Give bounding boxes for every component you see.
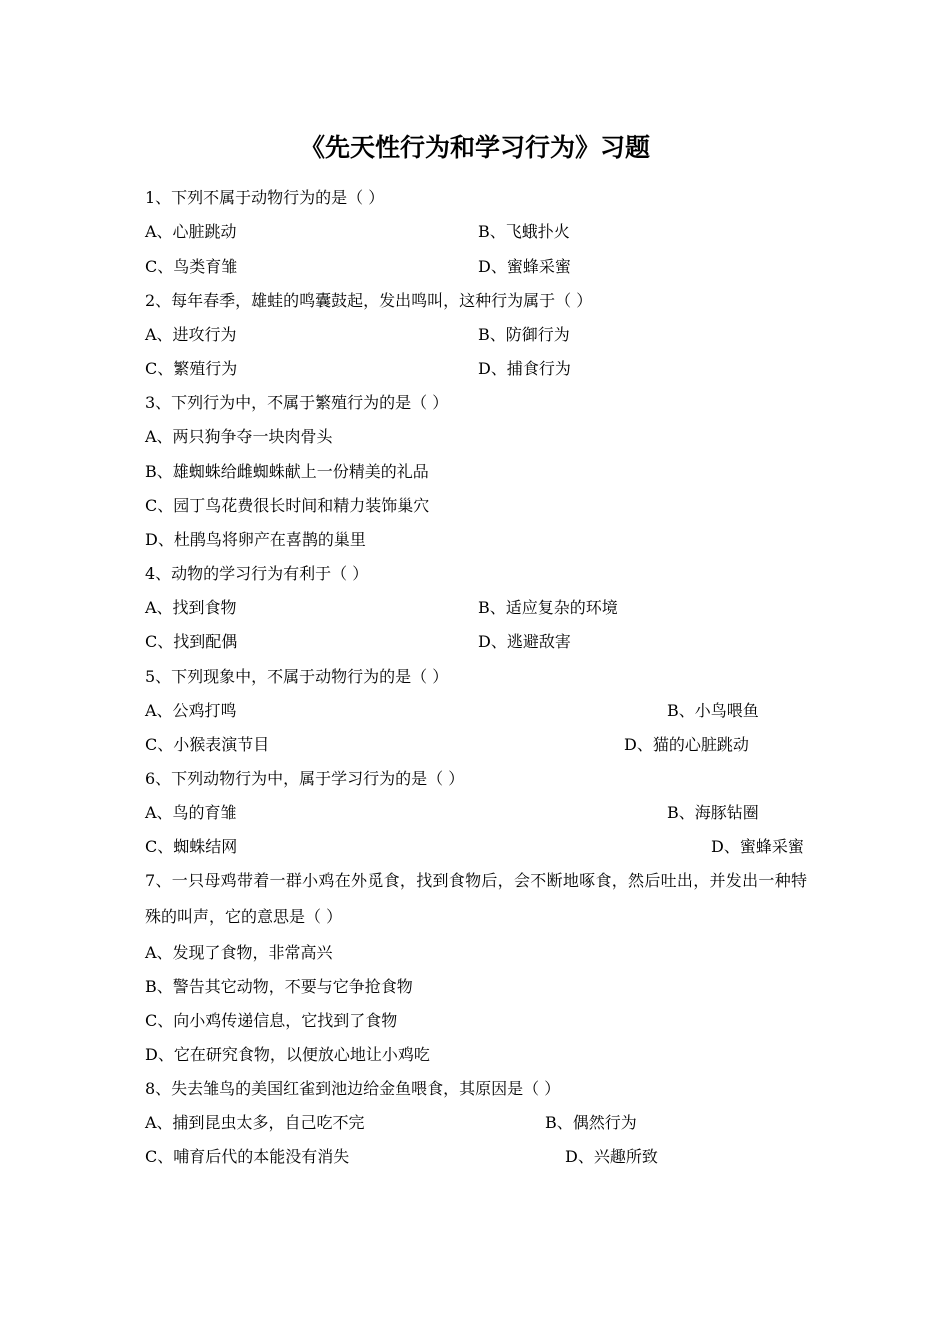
question-1-option-c: C、鸟类育雏 [145,257,238,276]
question-6-option-d: D、蜜蜂采蜜 [711,837,804,856]
question-6-option-a: A、鸟的育雏 [145,803,237,822]
question-7-option-d: D、它在研究食物，以便放心地让小鸡吃 [145,1045,430,1064]
question-7-option-b: B、警告其它动物，不要与它争抢食物 [145,977,413,996]
question-7-option-a: A、发现了食物，非常高兴 [145,943,333,962]
question-3-option-b: B、雄蜘蛛给雌蜘蛛献上一份精美的礼品 [145,462,429,481]
question-5-option-b: B、小鸟喂鱼 [667,701,759,720]
question-2-stem: 2、每年春季，雄蛙的鸣囊鼓起，发出鸣叫，这种行为属于（ ） [145,291,593,310]
question-7-option-c: C、向小鸡传递信息，它找到了食物 [145,1011,398,1030]
question-8-option-c: C、哺育后代的本能没有消失 [145,1147,350,1166]
question-3-option-c: C、园丁鸟花费很长时间和精力装饰巢穴 [145,496,430,515]
question-8-option-b: B、偶然行为 [545,1113,637,1132]
question-8-option-d: D、兴趣所致 [565,1147,658,1166]
question-4-stem: 4、动物的学习行为有利于（ ） [145,564,369,583]
question-2-option-c: C、繁殖行为 [145,359,238,378]
question-2-option-d: D、捕食行为 [478,359,571,378]
question-4-option-c: C、找到配偶 [145,632,238,651]
question-3-stem: 3、下列行为中，不属于繁殖行为的是（ ） [145,393,449,412]
question-1-option-d: D、蜜蜂采蜜 [478,257,571,276]
question-1-option-b: B、飞蛾扑火 [478,222,570,241]
question-4-option-a: A、找到食物 [145,598,237,617]
question-2-option-b: B、防御行为 [478,325,570,344]
question-1-stem: 1、下列不属于动物行为的是（ ） [145,188,385,207]
question-2-option-a: A、进攻行为 [145,325,237,344]
question-6-option-c: C、蜘蛛结网 [145,837,238,856]
question-3-option-a: A、两只狗争夺一块肉骨头 [145,427,333,446]
question-7-stem: 7、一只母鸡带着一群小鸡在外觅食，找到食物后，会不断地啄食，然后吐出，并发出一种特殊的叫声，它的意思是（ ） [145,871,807,926]
question-4-option-b: B、适应复杂的环境 [478,598,618,617]
question-5-option-c: C、小猴表演节目 [145,735,270,754]
question-5-stem: 5、下列现象中，不属于动物行为的是（ ） [145,667,449,686]
page-title: 《先天性行为和学习行为》习题 [299,133,650,162]
question-4-option-d: D、逃避敌害 [478,632,571,651]
question-5-option-a: A、公鸡打鸣 [145,701,237,720]
question-1-option-a: A、心脏跳动 [145,222,237,241]
question-6-option-b: B、海豚钻圈 [667,803,759,822]
question-6-stem: 6、下列动物行为中，属于学习行为的是（ ） [145,769,465,788]
question-3-option-d: D、杜鹃鸟将卵产在喜鹊的巢里 [145,530,366,549]
question-8-option-a: A、捕到昆虫太多，自己吃不完 [145,1113,365,1132]
question-8-stem: 8、失去雏鸟的美国红雀到池边给金鱼喂食，其原因是（ ） [145,1079,561,1098]
question-5-option-d: D、猫的心脏跳动 [624,735,749,754]
